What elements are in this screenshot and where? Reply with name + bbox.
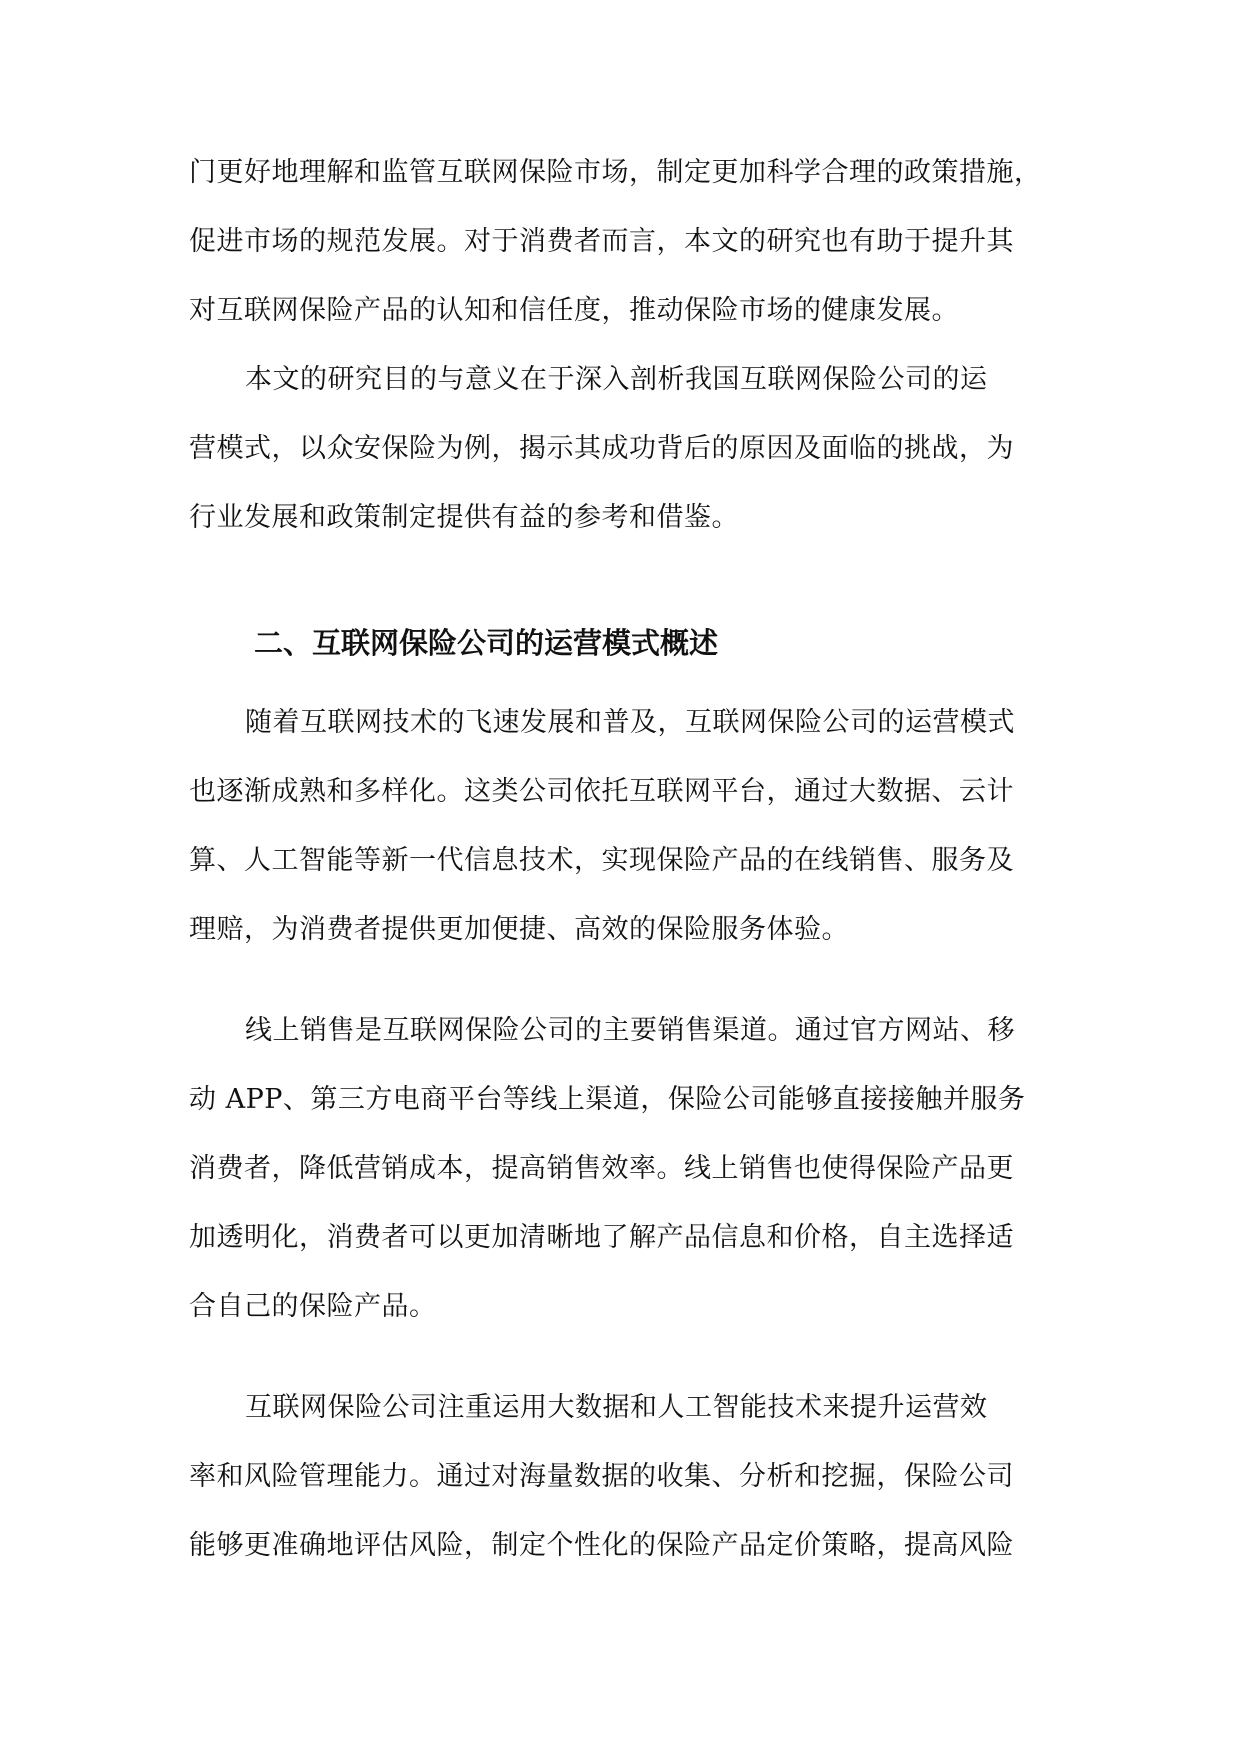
text-line: 理赔，为消费者提供更加便捷、高效的保险服务体验。 xyxy=(189,914,849,945)
text-line: 营模式，以众安保险为例，揭示其成功背后的原因及面临的挑战，为 xyxy=(189,433,1014,464)
text-line: 线上销售是互联网保险公司的主要销售渠道。通过官方网站、移 xyxy=(245,1015,1015,1046)
text-line: 算、人工智能等新一代信息技术，实现保险产品的在线销售、服务及 xyxy=(189,845,1014,876)
text-line: 对互联网保险产品的认知和信任度，推动保险市场的健康发展。 xyxy=(189,295,959,326)
text-line: 能够更准确地评估风险，制定个性化的保险产品定价策略，提高风险 xyxy=(189,1530,1014,1561)
text-line: 率和风险管理能力。通过对海量数据的收集、分析和挖掘，保险公司 xyxy=(189,1461,1014,1492)
text-line: 本文的研究目的与意义在于深入剖析我国互联网保险公司的运 xyxy=(245,364,988,395)
text-line: 合自己的保险产品。 xyxy=(189,1291,437,1322)
text-line: 动 APP、第三方电商平台等线上渠道，保险公司能够直接接触并服务 xyxy=(189,1084,1026,1115)
text-line: 门更好地理解和监管互联网保险市场，制定更加科学合理的政策措施， xyxy=(189,157,1042,188)
text-line: 消费者，降低营销成本，提高销售效率。线上销售也使得保险产品更 xyxy=(189,1153,1014,1184)
text-line: 也逐渐成熟和多样化。这类公司依托互联网平台，通过大数据、云计 xyxy=(189,776,1014,807)
text-line: 随着互联网技术的飞速发展和普及，互联网保险公司的运营模式 xyxy=(245,707,1015,738)
text-line: 互联网保险公司注重运用大数据和人工智能技术来提升运营效 xyxy=(245,1392,988,1423)
section-heading: 二、互联网保险公司的运营模式概述 xyxy=(254,626,719,660)
text-line: 加透明化，消费者可以更加清晰地了解产品信息和价格，自主选择适 xyxy=(189,1222,1014,1253)
text-line: 促进市场的规范发展。对于消费者而言，本文的研究也有助于提升其 xyxy=(189,226,1014,257)
text-line: 行业发展和政策制定提供有益的参考和借鉴。 xyxy=(189,502,739,533)
